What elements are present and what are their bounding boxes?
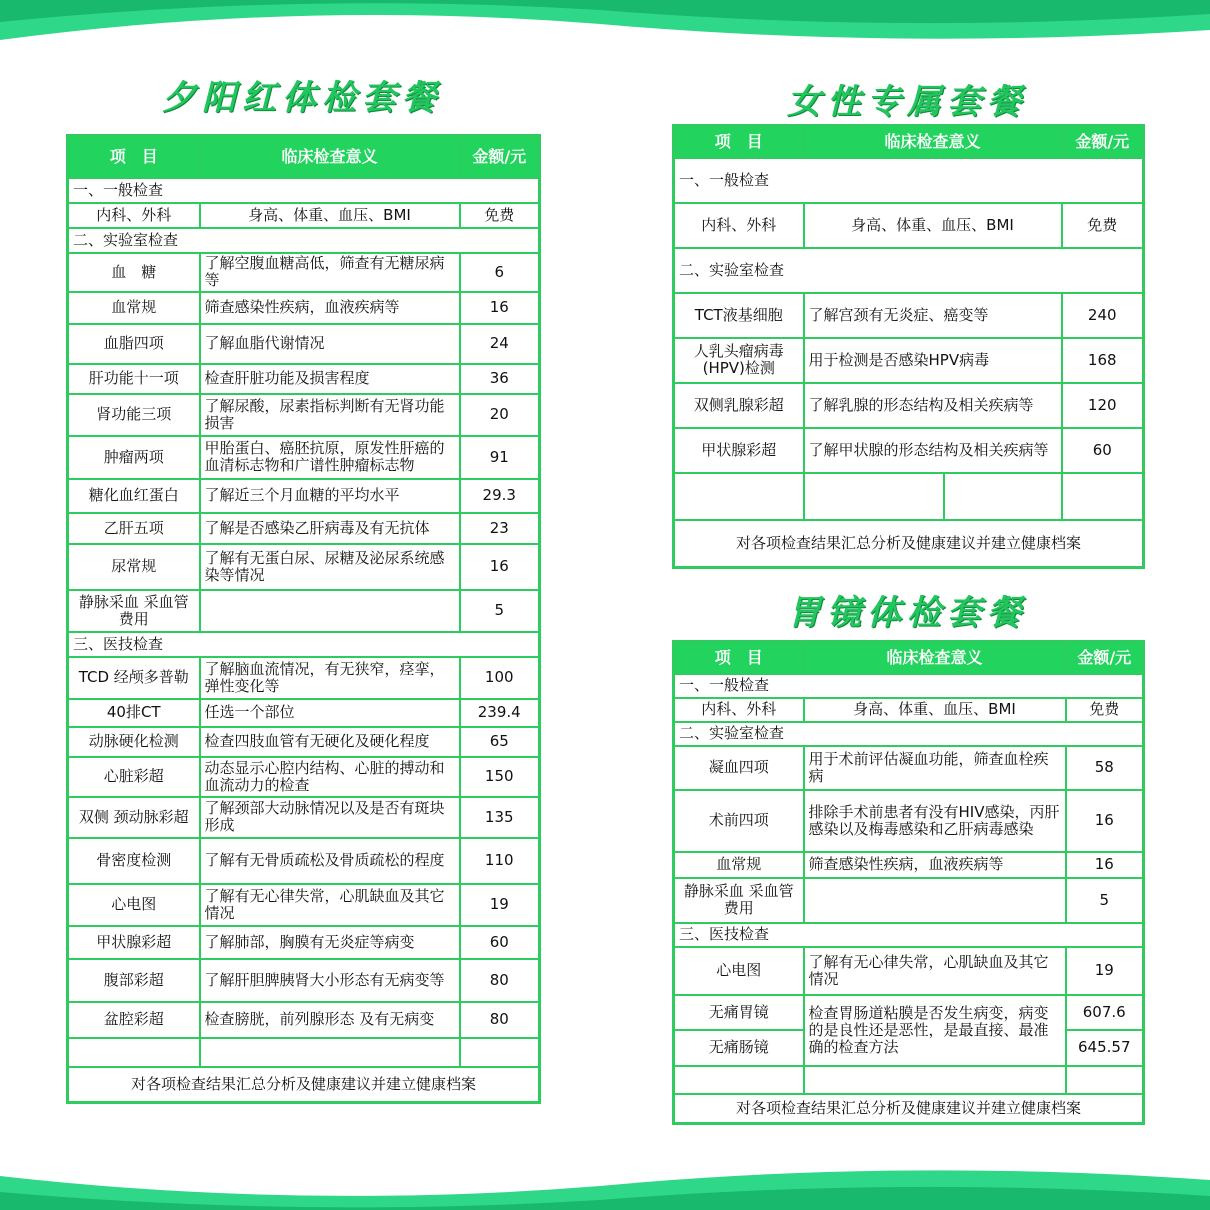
meaning-cell: 甲胎蛋白、癌胚抗原，原发性肝癌的血清标志物和广谱性肿瘤标志物 bbox=[200, 436, 460, 479]
table-row bbox=[674, 746, 1144, 790]
price-cell: 239.4 bbox=[460, 699, 540, 727]
table-row bbox=[674, 995, 1144, 1030]
price-cell: 645.57 bbox=[1066, 1030, 1144, 1066]
meaning-cell: 了解肺部，胸膜有无炎症等病变 bbox=[200, 926, 460, 959]
table-row bbox=[68, 364, 540, 394]
meaning-cell: 排除手术前患者有没有HIV感染，丙肝感染以及梅毒感染和乙肝病毒感染 bbox=[804, 790, 1066, 852]
table-row bbox=[68, 436, 540, 479]
female-package-title: 女性专属套餐 bbox=[787, 82, 1027, 122]
table-row bbox=[68, 926, 540, 959]
gastro-package-title: 胃镜体检套餐 bbox=[787, 593, 1027, 633]
price-cell: 135 bbox=[460, 797, 540, 838]
table-row bbox=[68, 394, 540, 436]
item-cell: 甲状腺彩超 bbox=[68, 926, 200, 959]
summary-footer: 对各项检查结果汇总分析及健康建议并建立健康档案 bbox=[674, 520, 1144, 568]
meaning-cell bbox=[804, 878, 1066, 923]
item-cell: 乙肝五项 bbox=[68, 513, 200, 544]
meaning-cell: 了解尿酸，尿素指标判断有无肾功能损害 bbox=[200, 394, 460, 436]
table-row bbox=[68, 757, 540, 797]
header-price: 金额/元 bbox=[1066, 642, 1144, 674]
table-row bbox=[68, 657, 540, 699]
price-cell: 60 bbox=[1062, 428, 1144, 473]
meaning-cell: 了解有无心律失常，心肌缺血及其它情况 bbox=[804, 947, 1066, 995]
table-row bbox=[674, 947, 1144, 995]
sunset-package-table bbox=[66, 134, 541, 1104]
price-cell: 5 bbox=[460, 590, 540, 632]
table-row bbox=[68, 797, 540, 838]
table-row bbox=[68, 959, 540, 1002]
price-cell: 240 bbox=[1062, 293, 1144, 338]
meaning-cell: 身高、体重、血压、BMI bbox=[804, 698, 1066, 722]
table-row bbox=[674, 428, 1144, 473]
table-row bbox=[674, 338, 1144, 383]
top-decor-band bbox=[0, 0, 1210, 52]
item-cell: 凝血四项 bbox=[674, 746, 804, 790]
table-row bbox=[674, 878, 1144, 923]
table-row bbox=[68, 1002, 540, 1038]
price-cell: 19 bbox=[1066, 947, 1144, 995]
meaning-cell: 筛查感染性疾病，血液疾病等 bbox=[804, 852, 1066, 878]
table-row bbox=[68, 590, 540, 632]
section-heading: 一、一般检查 bbox=[68, 178, 540, 203]
meaning-cell: 筛查感染性疾病，血液疾病等 bbox=[200, 292, 460, 324]
meaning-cell: 检查四肢血管有无硬化及硬化程度 bbox=[200, 727, 460, 757]
meaning-cell: 检查胃肠道粘膜是否发生病变，病变的是良性还是恶性，是最直接、最准确的检查方法 bbox=[804, 995, 1066, 1066]
table-row bbox=[674, 203, 1144, 248]
table-header-row bbox=[68, 136, 540, 178]
table-row bbox=[674, 383, 1144, 428]
meaning-cell: 了解近三个月血糖的平均水平 bbox=[200, 479, 460, 513]
meaning-cell: 检查肝脏功能及损害程度 bbox=[200, 364, 460, 394]
meaning-cell: 了解有无心律失常，心肌缺血及其它情况 bbox=[200, 884, 460, 926]
item-cell: 肿瘤两项 bbox=[68, 436, 200, 479]
table-row bbox=[674, 852, 1144, 878]
meaning-cell: 动态显示心腔内结构、心脏的搏动和血流动力的检查 bbox=[200, 757, 460, 797]
item-cell: 心电图 bbox=[674, 947, 804, 995]
item-cell: 无痛胃镜 bbox=[674, 995, 804, 1030]
price-cell: 607.6 bbox=[1066, 995, 1144, 1030]
price-cell: 36 bbox=[460, 364, 540, 394]
table-row bbox=[68, 203, 540, 228]
meaning-cell: 了解肝胆脾胰肾大小形态有无病变等 bbox=[200, 959, 460, 1002]
price-cell: 150 bbox=[460, 757, 540, 797]
item-cell: 血 糖 bbox=[68, 253, 200, 292]
meaning-cell: 身高、体重、血压、BMI bbox=[804, 203, 1062, 248]
meaning-cell: 用于术前评估凝血功能，筛查血栓疾病 bbox=[804, 746, 1066, 790]
price-cell: 5 bbox=[1066, 878, 1144, 923]
meaning-cell: 任选一个部位 bbox=[200, 699, 460, 727]
item-cell: TCD 经颅多普勒 bbox=[68, 657, 200, 699]
item-cell: 心脏彩超 bbox=[68, 757, 200, 797]
price-cell: 168 bbox=[1062, 338, 1144, 383]
meaning-cell: 检查膀胱，前列腺形态 及有无病变 bbox=[200, 1002, 460, 1038]
price-cell: 6 bbox=[460, 253, 540, 292]
price-cell: 60 bbox=[460, 926, 540, 959]
item-cell: 动脉硬化检测 bbox=[68, 727, 200, 757]
empty-row bbox=[68, 1038, 540, 1067]
meaning-cell: 了解宫颈有无炎症、癌变等 bbox=[804, 293, 1062, 338]
price-cell: 110 bbox=[460, 838, 540, 884]
item-cell: 血常规 bbox=[674, 852, 804, 878]
item-cell: 内科、外科 bbox=[674, 203, 804, 248]
table-header-row bbox=[674, 642, 1144, 674]
table-row bbox=[68, 324, 540, 364]
price-cell: 58 bbox=[1066, 746, 1144, 790]
header-price: 金额/元 bbox=[1062, 126, 1144, 158]
header-meaning: 临床检查意义 bbox=[804, 126, 1062, 158]
table-row bbox=[68, 838, 540, 884]
meaning-cell bbox=[200, 590, 460, 632]
sunset-package-title: 夕阳红体检套餐 bbox=[162, 78, 442, 118]
item-cell: 无痛肠镜 bbox=[674, 1030, 804, 1066]
item-cell: 内科、外科 bbox=[674, 698, 804, 722]
meaning-cell: 了解有无骨质疏松及骨质疏松的程度 bbox=[200, 838, 460, 884]
header-price: 金额/元 bbox=[460, 136, 540, 178]
meaning-cell: 了解颈部大动脉情况以及是否有斑块形成 bbox=[200, 797, 460, 838]
meaning-cell: 了解空腹血糖高低，筛查有无糖尿病等 bbox=[200, 253, 460, 292]
table-row bbox=[68, 727, 540, 757]
price-cell: 23 bbox=[460, 513, 540, 544]
item-cell: 双侧 颈动脉彩超 bbox=[68, 797, 200, 838]
item-cell: 血脂四项 bbox=[68, 324, 200, 364]
section-heading: 三、医技检查 bbox=[68, 632, 540, 657]
bottom-decor-band bbox=[0, 1158, 1210, 1210]
price-cell: 16 bbox=[1066, 790, 1144, 852]
meaning-cell: 了解脑血流情况，有无狭窄，痉挛，弹性变化等 bbox=[200, 657, 460, 699]
meaning-cell: 身高、体重、血压、BMI bbox=[200, 203, 460, 228]
price-cell: 16 bbox=[1066, 852, 1144, 878]
meaning-cell: 了解乳腺的形态结构及相关疾病等 bbox=[804, 383, 1062, 428]
item-cell: 糖化血红蛋白 bbox=[68, 479, 200, 513]
table-row bbox=[68, 479, 540, 513]
table-row bbox=[674, 293, 1144, 338]
item-cell: 腹部彩超 bbox=[68, 959, 200, 1002]
price-cell: 免费 bbox=[1062, 203, 1144, 248]
price-cell: 29.3 bbox=[460, 479, 540, 513]
section-heading: 二、实验室检查 bbox=[674, 248, 1144, 293]
price-cell: 65 bbox=[460, 727, 540, 757]
price-cell: 80 bbox=[460, 959, 540, 1002]
price-cell: 91 bbox=[460, 436, 540, 479]
price-cell: 免费 bbox=[460, 203, 540, 228]
table-row bbox=[674, 790, 1144, 852]
item-cell: 尿常规 bbox=[68, 544, 200, 590]
section-heading: 二、实验室检查 bbox=[674, 722, 1144, 746]
table-row bbox=[68, 699, 540, 727]
item-cell: 血常规 bbox=[68, 292, 200, 324]
meaning-cell: 了解甲状腺的形态结构及相关疾病等 bbox=[804, 428, 1062, 473]
table-row bbox=[68, 253, 540, 292]
price-cell: 20 bbox=[460, 394, 540, 436]
table-row bbox=[68, 544, 540, 590]
item-cell: 肝功能十一项 bbox=[68, 364, 200, 394]
meaning-cell: 用于检测是否感染HPV病毒 bbox=[804, 338, 1062, 383]
item-cell: 静脉采血 采血管费用 bbox=[674, 878, 804, 923]
item-cell: 双侧乳腺彩超 bbox=[674, 383, 804, 428]
empty-row bbox=[674, 473, 1144, 520]
section-heading: 三、医技检查 bbox=[674, 923, 1144, 947]
price-cell: 80 bbox=[460, 1002, 540, 1038]
item-cell: 肾功能三项 bbox=[68, 394, 200, 436]
item-cell: 40排CT bbox=[68, 699, 200, 727]
item-cell: 心电图 bbox=[68, 884, 200, 926]
section-heading: 二、实验室检查 bbox=[68, 228, 540, 253]
empty-row bbox=[674, 1066, 1144, 1094]
table-row bbox=[68, 292, 540, 324]
item-cell: 盆腔彩超 bbox=[68, 1002, 200, 1038]
section-heading: 一、一般检查 bbox=[674, 158, 1144, 203]
meaning-cell: 了解血脂代谢情况 bbox=[200, 324, 460, 364]
price-cell: 100 bbox=[460, 657, 540, 699]
price-cell: 24 bbox=[460, 324, 540, 364]
table-row bbox=[674, 698, 1144, 722]
table-header-row bbox=[674, 126, 1144, 158]
item-cell: 内科、外科 bbox=[68, 203, 200, 228]
summary-footer: 对各项检查结果汇总分析及健康建议并建立健康档案 bbox=[68, 1067, 540, 1103]
price-cell: 16 bbox=[460, 544, 540, 590]
header-item: 项 目 bbox=[674, 126, 804, 158]
item-cell: 术前四项 bbox=[674, 790, 804, 852]
header-item: 项 目 bbox=[674, 642, 804, 674]
meaning-cell: 了解有无蛋白尿、尿糖及泌尿系统感染等情况 bbox=[200, 544, 460, 590]
price-cell: 19 bbox=[460, 884, 540, 926]
price-cell: 免费 bbox=[1066, 698, 1144, 722]
header-meaning: 临床检查意义 bbox=[200, 136, 460, 178]
section-heading: 一、一般检查 bbox=[674, 674, 1144, 698]
item-cell: 甲状腺彩超 bbox=[674, 428, 804, 473]
item-cell: 静脉采血 采血管费用 bbox=[68, 590, 200, 632]
item-cell: TCT液基细胞 bbox=[674, 293, 804, 338]
price-cell: 16 bbox=[460, 292, 540, 324]
table-row bbox=[68, 884, 540, 926]
summary-footer: 对各项检查结果汇总分析及健康建议并建立健康档案 bbox=[674, 1094, 1144, 1124]
female-package-table bbox=[672, 124, 1145, 569]
gastro-package-table bbox=[672, 640, 1145, 1125]
price-cell: 120 bbox=[1062, 383, 1144, 428]
meaning-cell: 了解是否感染乙肝病毒及有无抗体 bbox=[200, 513, 460, 544]
header-meaning: 临床检查意义 bbox=[804, 642, 1066, 674]
item-cell: 骨密度检测 bbox=[68, 838, 200, 884]
item-cell: 人乳头瘤病毒 (HPV)检测 bbox=[674, 338, 804, 383]
header-item: 项 目 bbox=[68, 136, 200, 178]
table-row bbox=[68, 513, 540, 544]
